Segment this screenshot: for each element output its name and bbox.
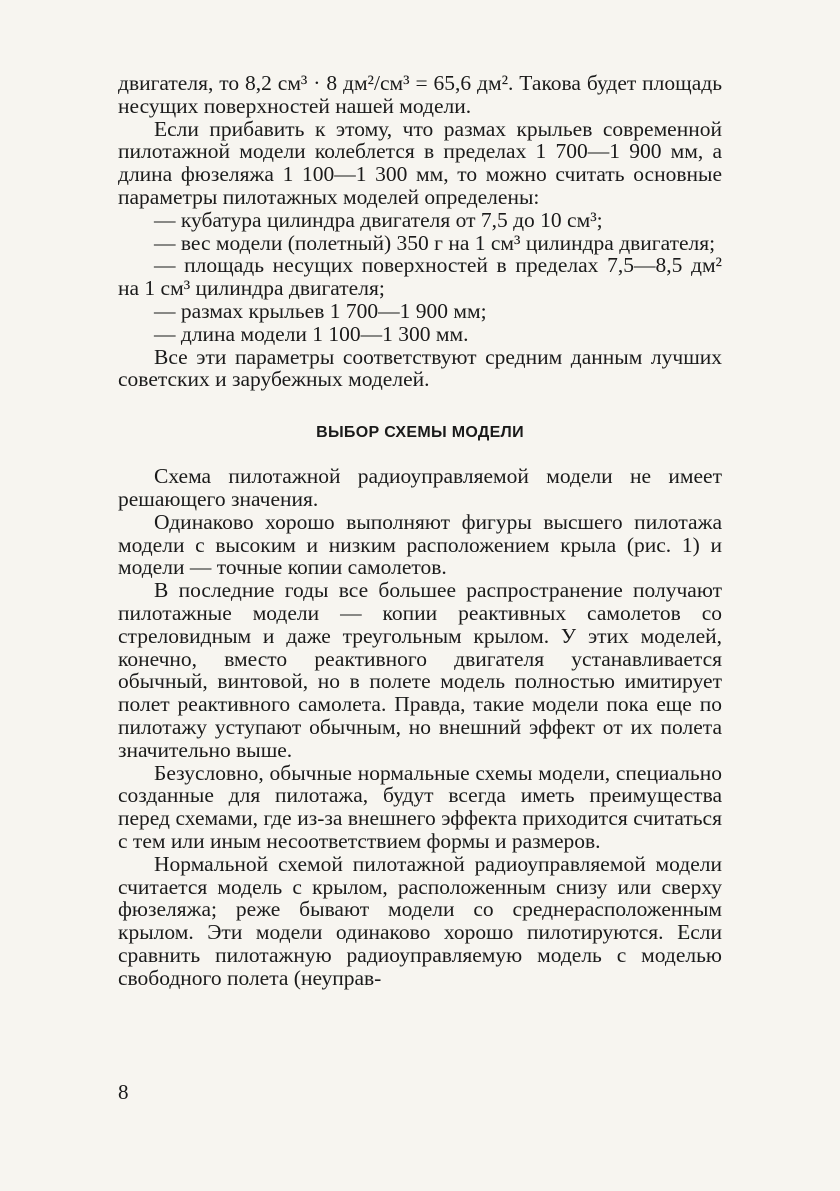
paragraph: Нормальной схемой пилотажной радиоуправляемой модели считается модель с крылом, расположенным снизу или сверху фюзеляжа; реже бывают модели со среднерасположенным крылом. Эти модели одинаково хорошо пилотируются. Если сравнить пилотажную радиоуправляемую модель с моделью свободного полета (неуправ- — [118, 851, 722, 990]
paragraph: Одинаково хорошо выполняют фигуры высшего пилотажа модели с высоким и низким расположением крыла (рис. 1) и модели — точные копии самолетов. — [118, 509, 722, 580]
paragraph: Если прибавить к этому, что размах крыльев современной пилотажной модели колеблется в пределах 1 700—1 900 мм, а длина фюзеляжа 1 100—1 300 мм, то можно считать основные параметры пилотажных моделей определены: — [118, 116, 722, 209]
paragraph: — площадь несущих поверхностей в пределах 7,5—8,5 дм² на 1 см³ цилиндра двигателя; — [118, 253, 722, 301]
text-block-scheme — [118, 465, 722, 989]
paragraph: двигателя, то 8,2 см³ · 8 дм²/см³ = 65,6 дм². Такова будет площадь несущих поверхностей нашей модели. — [118, 71, 722, 118]
paragraph: Все эти параметры соответствуют средним данным лучших советских и зарубежных моделей. — [118, 344, 722, 392]
paragraph: — кубатура цилиндра двигателя от 7,5 до 10 см³; — [154, 207, 603, 232]
page-number: 8 — [118, 1080, 129, 1104]
paragraph: — размах крыльев 1 700—1 900 мм; — [154, 298, 487, 323]
paragraph: В последние годы все большее распространение получают пилотажные модели — копии реактивных самолетов со стреловидным и даже треугольным крылом. У этих моделей, конечно, вместо реактивного двигателя устанавливается обычный, винтовой, но в полете модель полностью имитирует полет реактивного самолета. Правда, такие модели пока еще по пилотажу уступают обычным, но внешний эффект от их полета значительно выше. — [118, 578, 722, 762]
paragraph: — вес модели (полетный) 350 г на 1 см³ цилиндра двигателя; — [154, 230, 716, 255]
paragraph: Безусловно, обычные нормальные схемы модели, специально созданные для пилотажа, будут всегда иметь преимущества перед схемами, где из-за внешнего эффекта приходится считаться с тем или иным несоответствием формы и размеров. — [118, 760, 722, 853]
paragraph: Схема пилотажной радиоуправляемой модели не имеет решающего значения. — [118, 464, 722, 511]
section-heading: ВЫБОР СХЕМЫ МОДЕЛИ — [316, 424, 524, 442]
text-block-parameters — [118, 72, 722, 391]
paragraph: — длина модели 1 100—1 300 мм. — [154, 321, 469, 346]
